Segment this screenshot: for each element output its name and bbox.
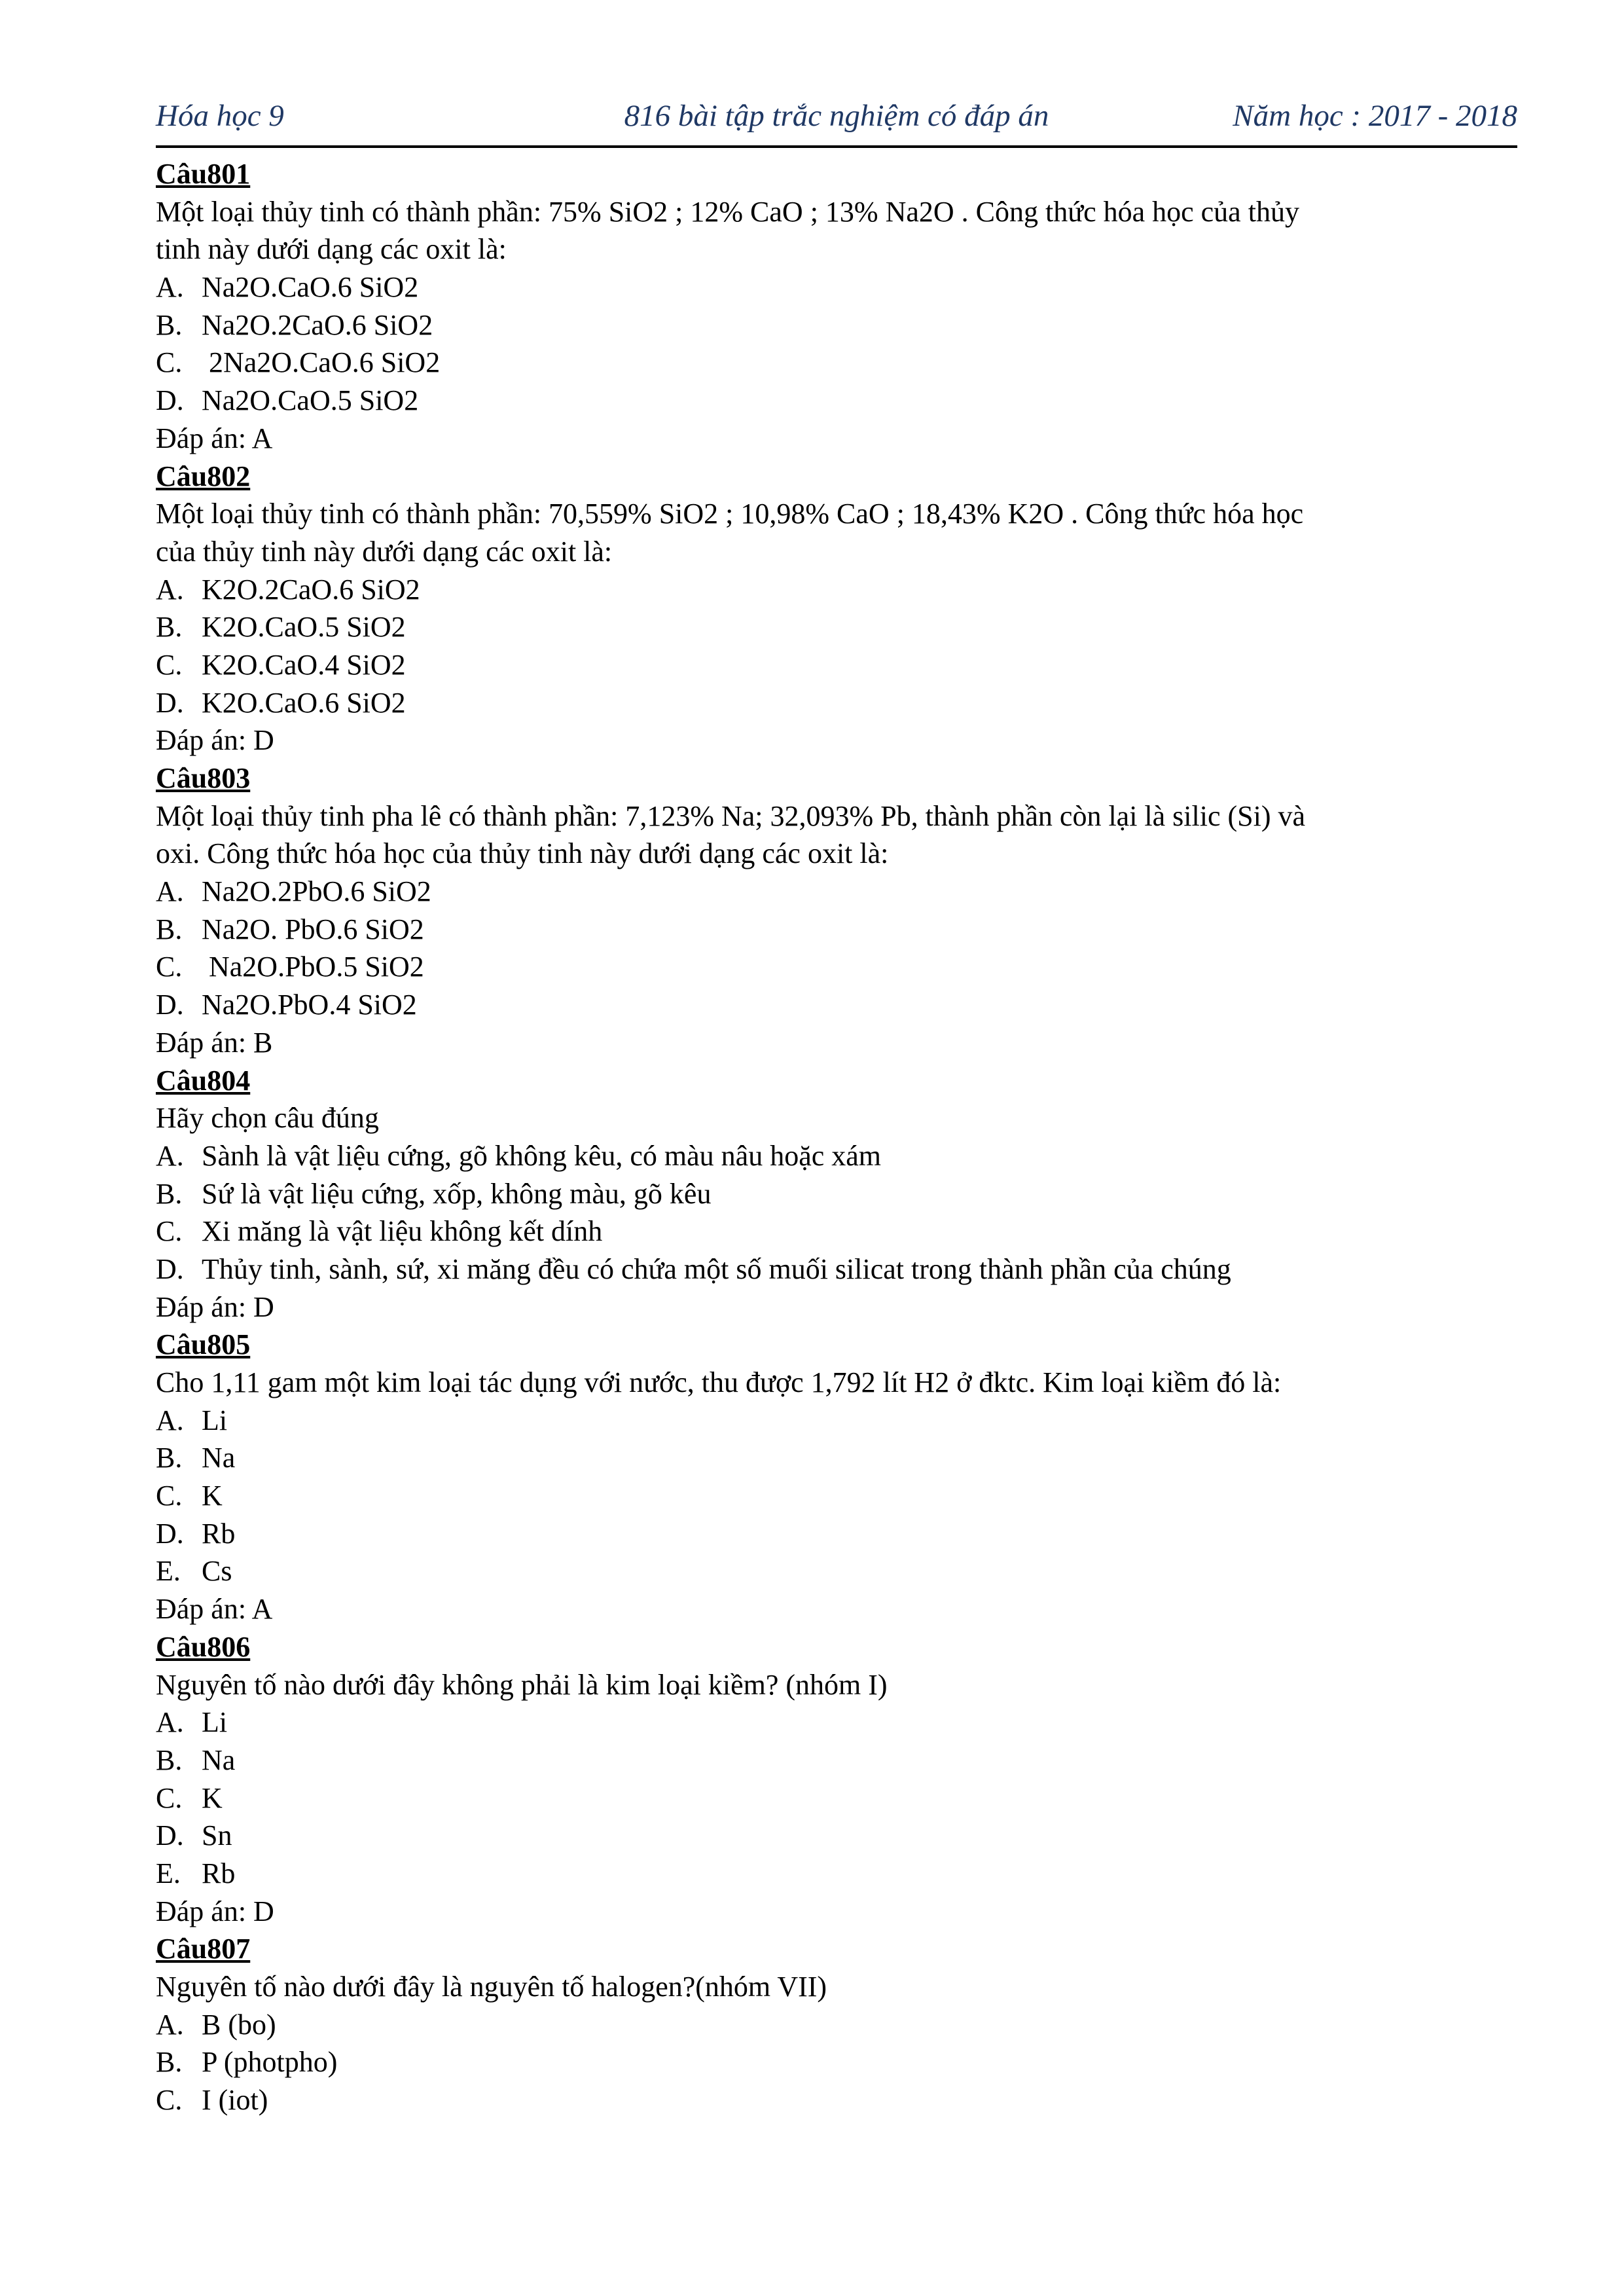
option-text: P (photpho): [202, 2046, 338, 2079]
option-letter: B.: [156, 2046, 183, 2079]
option-letter: B.: [156, 1177, 183, 1210]
question-block: [156, 458, 1498, 760]
answer-option: [156, 1175, 1498, 1213]
question-text: của thủy tinh này dưới dạng các oxit là:: [156, 535, 613, 568]
option-text: Cs: [202, 1555, 232, 1588]
header-school-year: Năm học : 2017 - 2018: [1233, 99, 1517, 133]
answer-option: [156, 1704, 1498, 1741]
answer-option: [156, 1439, 1498, 1477]
option-text: Li: [202, 1706, 228, 1739]
option-text: Na2O.CaO.5 SiO2: [202, 384, 419, 417]
answer-option: [156, 646, 1498, 684]
question-list: [156, 155, 1498, 2119]
answer-option: [156, 306, 1498, 344]
question-block: [156, 1326, 1498, 1628]
option-letter: A.: [156, 2008, 184, 2041]
question-title: Câu805: [156, 1328, 251, 1361]
option-letter: E.: [156, 1555, 181, 1588]
option-text: K2O.2CaO.6 SiO2: [202, 573, 420, 606]
option-letter: D.: [156, 1819, 184, 1852]
option-text: Na2O.CaO.6 SiO2: [202, 271, 419, 304]
option-letter: A.: [156, 573, 184, 606]
answer-option: [156, 382, 1498, 420]
answer-key: Đáp án: D: [156, 1895, 274, 1927]
option-letter: C.: [156, 346, 183, 379]
option-letter: D.: [156, 1517, 184, 1550]
option-text: Na: [202, 1442, 236, 1474]
option-text: K2O.CaO.4 SiO2: [202, 648, 406, 681]
header-subject: Hóa học 9: [156, 99, 284, 133]
question-title: Câu806: [156, 1630, 251, 1663]
option-text: K: [202, 1480, 223, 1512]
answer-option: [156, 873, 1498, 911]
answer-option: [156, 948, 1498, 986]
option-text: Na2O.PbO.4 SiO2: [202, 989, 417, 1021]
option-text: B (bo): [202, 2008, 276, 2041]
answer-option: [156, 1515, 1498, 1553]
question-block: [156, 155, 1498, 458]
option-text: Rb: [202, 1517, 236, 1550]
option-text: K2O.CaO.6 SiO2: [202, 686, 406, 719]
answer-option: [156, 1250, 1498, 1288]
header-title: 816 bài tập trắc nghiệm có đáp án: [624, 99, 1049, 133]
option-letter: D.: [156, 1252, 184, 1285]
answer-option: [156, 1855, 1498, 1893]
option-text: Sứ là vật liệu cứng, xốp, không màu, gõ kêu: [202, 1177, 712, 1210]
question-text: tinh này dưới dạng các oxit là:: [156, 233, 507, 266]
option-letter: B.: [156, 913, 183, 945]
answer-key: Đáp án: A: [156, 422, 273, 454]
answer-option: [156, 1779, 1498, 1817]
question-text: Nguyên tố nào dưới đây không phải là kim loại kiềm? (nhóm I): [156, 1668, 888, 1701]
option-letter: C.: [156, 1215, 183, 1248]
answer-option: [156, 1402, 1498, 1440]
question-text: Một loại thủy tinh có thành phần: 70,559% SiO2 ; 10,98% CaO ; 18,43% K2O . Công thức hóa học: [156, 498, 1304, 530]
question-block: [156, 1930, 1498, 2119]
answer-key: Đáp án: B: [156, 1026, 273, 1059]
option-letter: B.: [156, 1442, 183, 1474]
option-letter: B.: [156, 1743, 183, 1776]
option-text: Na2O.PbO.5 SiO2: [202, 951, 424, 983]
answer-option: [156, 2081, 1498, 2119]
answer-option: [156, 1552, 1498, 1590]
answer-option: [156, 344, 1498, 382]
option-letter: A.: [156, 1404, 184, 1436]
answer-option: [156, 1212, 1498, 1250]
question-block: [156, 1062, 1498, 1326]
option-letter: C.: [156, 951, 183, 983]
question-title: Câu802: [156, 460, 251, 492]
option-text: 2Na2O.CaO.6 SiO2: [202, 346, 441, 379]
option-letter: D.: [156, 989, 184, 1021]
option-text: Xi măng là vật liệu không kết dính: [202, 1215, 603, 1248]
question-block: [156, 1628, 1498, 1931]
answer-option: [156, 986, 1498, 1024]
question-title: Câu801: [156, 158, 251, 190]
question-text: Hãy chọn câu đúng: [156, 1102, 379, 1135]
option-letter: C.: [156, 1480, 183, 1512]
answer-option: [156, 911, 1498, 949]
answer-key: Đáp án: D: [156, 724, 274, 757]
option-text: Li: [202, 1404, 228, 1436]
option-letter: C.: [156, 648, 183, 681]
option-text: Na: [202, 1743, 236, 1776]
question-text: Một loại thủy tinh pha lê có thành phần: 7,123% Na; 32,093% Pb, thành phần còn lại là silic (Si) và: [156, 799, 1306, 832]
option-letter: B.: [156, 611, 183, 644]
question-text: Cho 1,11 gam một kim loại tác dụng với nước, thu được 1,792 lít H2 ở đktc. Kim loại kiềm đó là:: [156, 1366, 1282, 1398]
answer-option: [156, 1137, 1498, 1175]
option-letter: C.: [156, 1781, 183, 1814]
page-header: [156, 96, 1517, 148]
question-title: Câu804: [156, 1064, 251, 1097]
option-text: K2O.CaO.5 SiO2: [202, 611, 406, 644]
option-text: Na2O. PbO.6 SiO2: [202, 913, 424, 945]
question-block: [156, 759, 1498, 1062]
question-text: Một loại thủy tinh có thành phần: 75% SiO2 ; 12% CaO ; 13% Na2O . Công thức hóa học của thủy: [156, 195, 1299, 228]
option-letter: C.: [156, 2084, 183, 2117]
option-letter: A.: [156, 1706, 184, 1739]
question-text: oxi. Công thức hóa học của thủy tinh này dưới dạng các oxit là:: [156, 837, 889, 870]
option-letter: E.: [156, 1857, 181, 1889]
answer-option: [156, 608, 1498, 646]
answer-key: Đáp án: D: [156, 1290, 274, 1323]
option-text: Sành là vật liệu cứng, gõ không kêu, có màu nâu hoặc xám: [202, 1139, 882, 1172]
answer-key: Đáp án: A: [156, 1593, 273, 1626]
option-letter: A.: [156, 271, 184, 304]
answer-option: [156, 571, 1498, 609]
answer-option: [156, 684, 1498, 722]
answer-option: [156, 2043, 1498, 2081]
option-letter: D.: [156, 384, 184, 417]
answer-option: [156, 268, 1498, 306]
answer-option: [156, 1477, 1498, 1515]
question-title: Câu807: [156, 1933, 251, 1965]
option-text: Sn: [202, 1819, 232, 1852]
option-text: K: [202, 1781, 223, 1814]
option-text: Na2O.2PbO.6 SiO2: [202, 875, 431, 908]
option-text: Rb: [202, 1857, 236, 1889]
option-text: I (iot): [202, 2084, 268, 2117]
option-letter: D.: [156, 686, 184, 719]
option-letter: A.: [156, 875, 184, 908]
option-letter: B.: [156, 308, 183, 341]
question-title: Câu803: [156, 762, 251, 794]
question-text: Nguyên tố nào dưới đây là nguyên tố halogen?(nhóm VII): [156, 1971, 827, 2003]
option-text: Na2O.2CaO.6 SiO2: [202, 308, 433, 341]
answer-option: [156, 1741, 1498, 1779]
answer-option: [156, 2006, 1498, 2044]
option-letter: A.: [156, 1139, 184, 1172]
answer-option: [156, 1817, 1498, 1855]
option-text: Thủy tinh, sành, sứ, xi măng đều có chứa một số muối silicat trong thành phần của chúng: [202, 1252, 1231, 1285]
